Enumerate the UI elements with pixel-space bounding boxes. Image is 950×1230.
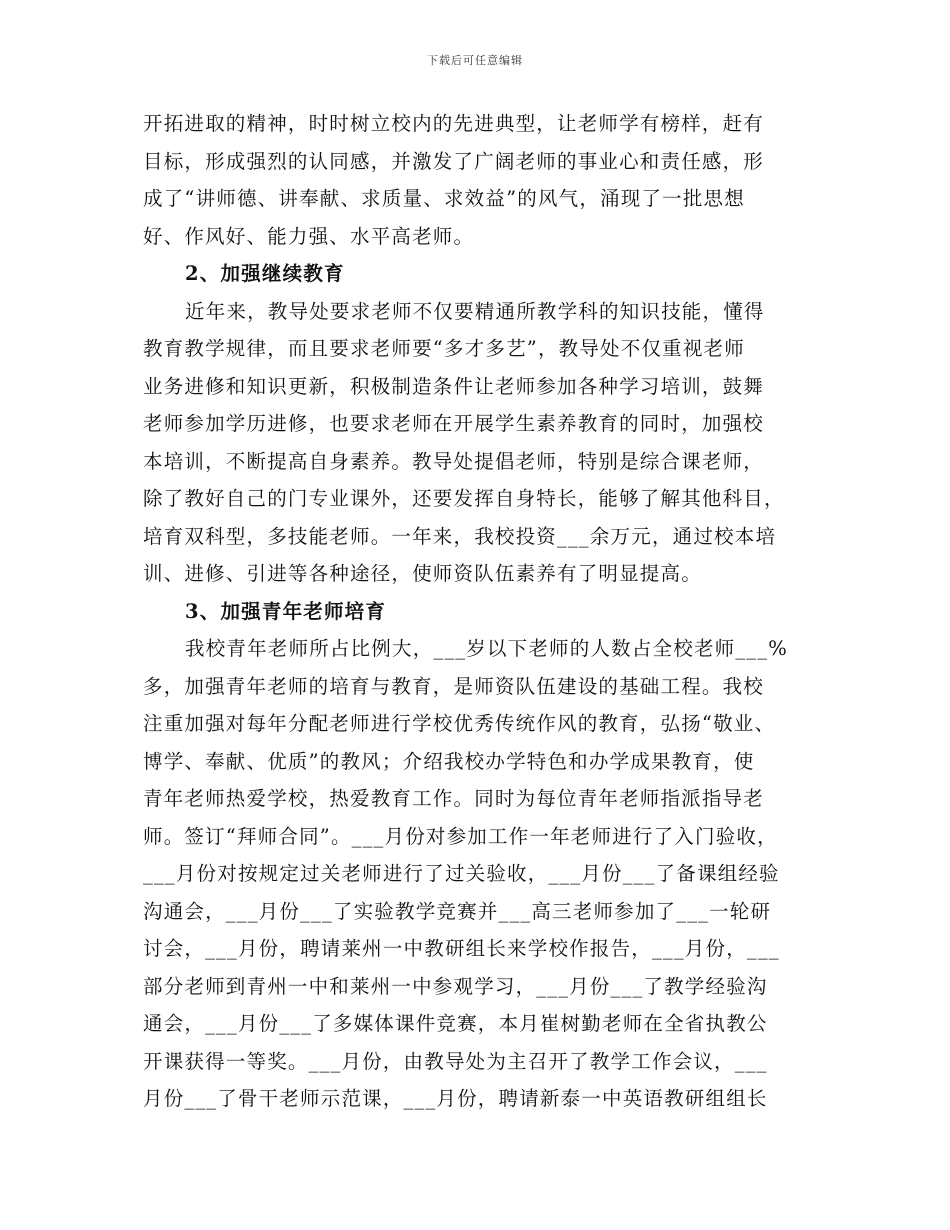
paragraph-line: 开拓进取的精神，时时树立校内的先进典型，让老师学有榜样，赶有 xyxy=(143,112,765,135)
paragraph-line: 本培训，不断提高自身素养。教导处提倡老师，特别是综合课老师， xyxy=(143,449,765,473)
paragraph-line: 成了“讲师德、讲奉献、求质量、求效益”的风气，涌现了一批思想 xyxy=(143,187,745,210)
paragraph-line: 训、进修、引进等各种途径，使师资队伍素养有了明显提高。 xyxy=(143,562,702,585)
paragraph-line: 博学、奉献、优质”的教风；介绍我校办学特色和办学成果教育，使 xyxy=(143,749,755,773)
paragraph-line: 目标，形成强烈的认同感，并激发了广阔老师的事业心和责任感，形 xyxy=(143,149,765,173)
paragraph-line: 沟通会，___月份___了实验教学竞赛并___高三老师参加了___一轮研 xyxy=(143,899,772,923)
paragraph-line: 我校青年老师所占比例大，___岁以下老师的人数占全校老师___% xyxy=(185,637,788,660)
paragraph-line: 培育双科型，多技能老师。一年来，我校投资___余万元，通过校本培 xyxy=(143,524,777,548)
paragraph-line: 月份___了骨干老师示范课，___月份，聘请新泰一中英语教研组组长 xyxy=(143,1087,768,1110)
paragraph-line: 开课获得一等奖。___月份，由教导处为主召开了教学工作会议，___ xyxy=(143,1049,768,1073)
section-heading: 2、加强继续教育 xyxy=(185,262,345,285)
page-header: 下载后可任意编辑 xyxy=(427,54,523,67)
paragraph-line: 近年来，教导处要求老师不仅要精通所教学科的知识技能，懂得 xyxy=(185,299,765,323)
paragraph-line: 师。签订“拜师合同”。___月份对参加工作一年老师进行了入门验收， xyxy=(143,824,778,848)
paragraph-line: 除了教好自己的门专业课外，还要发挥自身特长，能够了解其他科目， xyxy=(143,487,785,510)
paragraph-line: 业务进修和知识更新，积极制造条件让老师参加各种学习培训，鼓舞 xyxy=(143,374,765,398)
document-body xyxy=(143,105,813,1118)
paragraph-line: 部分老师到青州一中和莱州一中参观学习，___月份___了教学经验沟 xyxy=(143,974,768,998)
paragraph-line: 教育教学规律，而且要求老师要“多才多艺”，教导处不仅重视老师 xyxy=(143,337,745,360)
paragraph-line: 老师参加学历进修，也要求老师在开展学生素养教育的同时，加强校 xyxy=(143,412,765,435)
section-heading: 3、加强青年老师培育 xyxy=(185,599,387,623)
paragraph-line: 通会，___月份___了多媒体课件竞赛，本月崔树勤老师在全省执教公 xyxy=(143,1012,768,1035)
paragraph-line: 注重加强对每年分配老师进行学校优秀传统作风的教育，弘扬“敬业、 xyxy=(143,712,776,735)
paragraph-line: 多，加强青年老师的培育与教育，是师资队伍建设的基础工程。我校 xyxy=(143,674,765,698)
paragraph-line: 好、作风好、能力强、水平高老师。 xyxy=(143,224,475,248)
paragraph-line: 青年老师热爱学校，热爱教育工作。同时为每位青年老师指派指导老 xyxy=(143,787,765,810)
paragraph-line: 讨会，___月份，聘请莱州一中教研组长来学校作报告，___月份，___ xyxy=(143,937,780,960)
paragraph-line: ___月份对按规定过关老师进行了过关验收，___月份___了备课组经验 xyxy=(143,862,780,885)
